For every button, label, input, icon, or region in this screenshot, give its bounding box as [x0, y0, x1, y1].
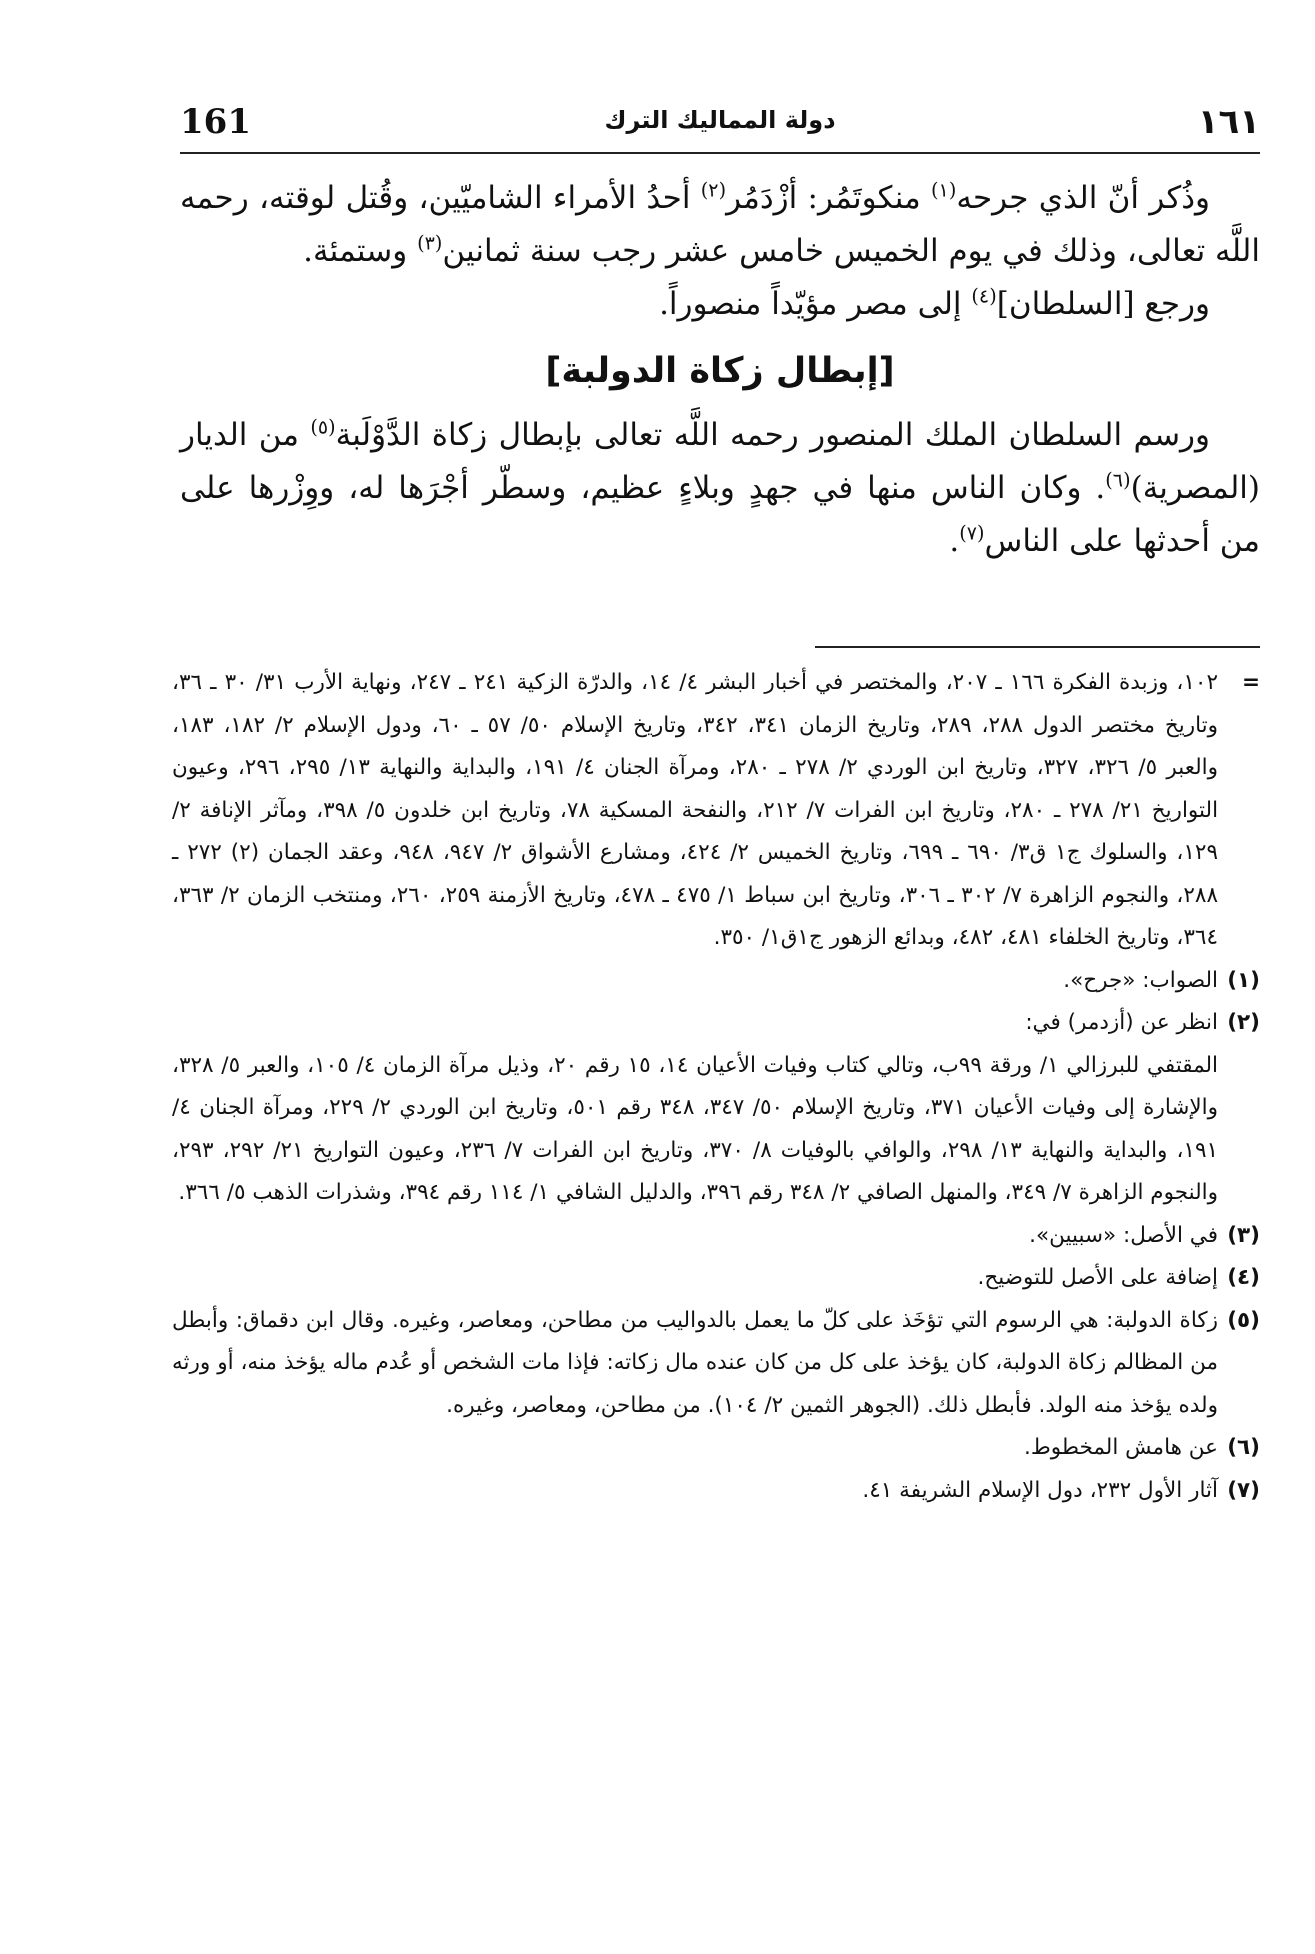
footnote-ref: (٣): [417, 231, 443, 255]
footnote-continuation: [172, 662, 1260, 960]
footnote-text: عن هامش المخطوط.: [1024, 1435, 1218, 1460]
page-number-arabic: ١٦١: [1197, 102, 1260, 142]
footnote-text: زكاة الدولبة: هي الرسوم التي تؤخَذ على كلّ ما يعمل بالدواليب من مطاحن، ومعاصر، وغيره. وقال ابن دقماق: وأبطل من المظالم زكاة الدولبة، كان يؤخذ على كل من كان عنده مال زكاته: فإذا مات الشخص أو عُدم ماله يؤخذ منه، أو ورثه ولده يؤخذ منه الولد. فأبطل ذلك. (الجوهر الثمين ٢/ ١٠٤). من مطاحن، ومعاصر، وغيره.: [172, 1307, 1218, 1418]
footnote-text: إضافة على الأصل للتوضيح.: [977, 1265, 1218, 1290]
footnote-ref: (٧): [959, 521, 985, 545]
text-run: وستمئة.: [303, 233, 418, 269]
text-run: . وكان الناس منها في جهدٍ وبلاءٍ عظيم، وسطّر أجْرَها له، ووِزْرها على من أحدثها على الناس: [180, 470, 1260, 559]
text-run: من الديار (المصرية): [180, 417, 1260, 506]
footnote-ref: (٢): [700, 178, 727, 202]
footnote-text: آثار الأول ٢٣٢، دول الإسلام الشريفة ٤١.: [862, 1477, 1218, 1503]
footnote-mark: (١): [1227, 967, 1260, 993]
footnote-mark: (٣): [1227, 1222, 1260, 1248]
text-run: إلى مصر مؤيّداً منصوراً.: [659, 286, 972, 322]
text-run: منكوتَمُر: أزْدَمُر: [726, 180, 932, 216]
text-run: ورسم السلطان الملك المنصور رحمه اللَّه تعالى بإبطال زكاة الدَّوْلَبة: [335, 417, 1210, 453]
text-run: .: [949, 523, 960, 559]
footnote-mark: (٤): [1227, 1265, 1260, 1290]
footnote-ref: (٦): [1105, 468, 1131, 492]
footnote-6: [172, 1427, 1260, 1470]
paragraph-3: [180, 409, 1260, 568]
page-number-latin: 161: [180, 102, 251, 142]
footnote-3: [172, 1215, 1260, 1258]
footnote-mark: (٥): [1227, 1307, 1260, 1333]
footnote-mark: =: [1241, 670, 1260, 695]
running-title: دولة المماليك الترك: [604, 106, 836, 134]
section-heading: [إبطال زكاة الدولبة]: [545, 351, 895, 391]
footnote-text: في الأصل: «سبيين».: [1029, 1222, 1218, 1248]
page-header: [180, 102, 1260, 154]
footnote-mark: (٢): [1227, 1010, 1260, 1035]
footnote-4: [172, 1257, 1260, 1300]
footnote-5: [172, 1300, 1260, 1428]
text-run: وذُكر أنّ الذي جرحه: [956, 180, 1210, 216]
footnote-2: [172, 1002, 1260, 1215]
footnote-ref: (٥): [310, 415, 336, 439]
footnote-ref: (١): [931, 178, 957, 202]
text-run: أحدُ الأمراء الشاميّين، وقُتل لوقته، رحمه اللَّه تعالى، وذلك في يوم الخميس خامس عشر رجب سنة ثمانين: [180, 180, 1260, 269]
footnote-divider: [815, 646, 1260, 648]
footnote-text: انظر عن (أزدمر) في:: [1025, 1010, 1218, 1035]
footnote-text: الصواب: «جرح».: [1063, 967, 1218, 993]
footnote-ref: (٤): [971, 284, 997, 308]
footnote-mark: (٧): [1227, 1477, 1260, 1503]
paragraph-2: [180, 278, 1260, 331]
footnote-7: [172, 1470, 1260, 1513]
footnote-references: المقتفي للبرزالي ١/ ورقة ٩٩ب، وتالي كتاب وفيات الأعيان ١٤، ١٥ رقم ٢٠، وذيل مرآة الزمان ٤/ ١٠٥، والعبر ٥/ ٣٢٨، والإشارة إلى وفيات الأعيان ٣٧١، وتاريخ الإسلام ٥٠/ ٣٤٧، ٣٤٨ رقم ٥٠١، وتاريخ ابن الوردي ٢/ ٢٢٩، ومرآة الجنان ٤/ ١٩١، والبداية والنهاية ١٣/ ٢٩٨، والوافي بالوفيات ٨/ ٣٧٠، وتاريخ ابن الفرات ٧/ ٢٣٦، وعيون التواريخ ٢١/ ٢٩٢، ٢٩٣، والنجوم الزاهرة ٧/ ٣٤٩، والمنهل الصافي ٢/ ٣٤٨ رقم ٣٩٦، والدليل الشافي ١/ ١١٤ رقم ٣٩٤، وشذرات الذهب ٥/ ٣٦٦.: [172, 1052, 1219, 1205]
text-run: ورجع [السلطان]: [996, 286, 1210, 322]
paragraph-1: [180, 172, 1260, 278]
footnotes: [172, 662, 1260, 1512]
main-text: [180, 172, 1260, 568]
footnote-text: ١٠٢، وزبدة الفكرة ١٦٦ ـ ٢٠٧، والمختصر في أخبار البشر ٤/ ١٤، والدرّة الزكية ٢٤١ ـ ٢٤٧، ونهاية الأرب ٣١/ ٣٠ ـ ٣٦، وتاريخ مختصر الدول ٢٨٨، ٢٨٩، وتاريخ الزمان ٣٤١، ٣٤٢، وتاريخ الإسلام ٥٠/ ٥٧ ـ ٦٠، ودول الإسلام ٢/ ١٨٢، ١٨٣، والعبر ٥/ ٣٢٦، ٣٢٧، وتاريخ ابن الوردي ٢/ ٢٧٨ ـ ٢٨٠، ومرآة الجنان ٤/ ١٩١، والبداية والنهاية ١٣/ ٢٩٥، ٢٩٦، وعيون التواريخ ٢١/ ٢٧٨ ـ ٢٨٠، وتاريخ ابن الفرات ٧/ ٢١٢، والنفحة المسكية ٧٨، وتاريخ ابن خلدون ٥/ ٣٩٨، ومآثر الإنافة ٢/ ١٢٩، والسلوك ج١ ق٣/ ٦٩٠ ـ ٦٩٩، وتاريخ الخميس ٢/ ٤٢٤، ومشارع الأشواق ٢/ ٩٤٧، ٩٤٨، وعقد الجمان (٢) ٢٧٢ ـ ٢٨٨، والنجوم الزاهرة ٧/ ٣٠٢ ـ ٣٠٦، وتاريخ ابن سباط ١/ ٤٧٥ ـ ٤٧٨، وتاريخ الأزمنة ٢٥٩، ٢٦٠، ومنتخب الزمان ٢/ ٣٦٣، ٣٦٤، وتاريخ الخلفاء ٤٨١، ٤٨٢، وبدائع الزهور ج١ق١/ ٣٥٠.: [172, 670, 1219, 950]
footnote-mark: (٦): [1227, 1435, 1260, 1460]
footnote-1: [172, 960, 1260, 1003]
